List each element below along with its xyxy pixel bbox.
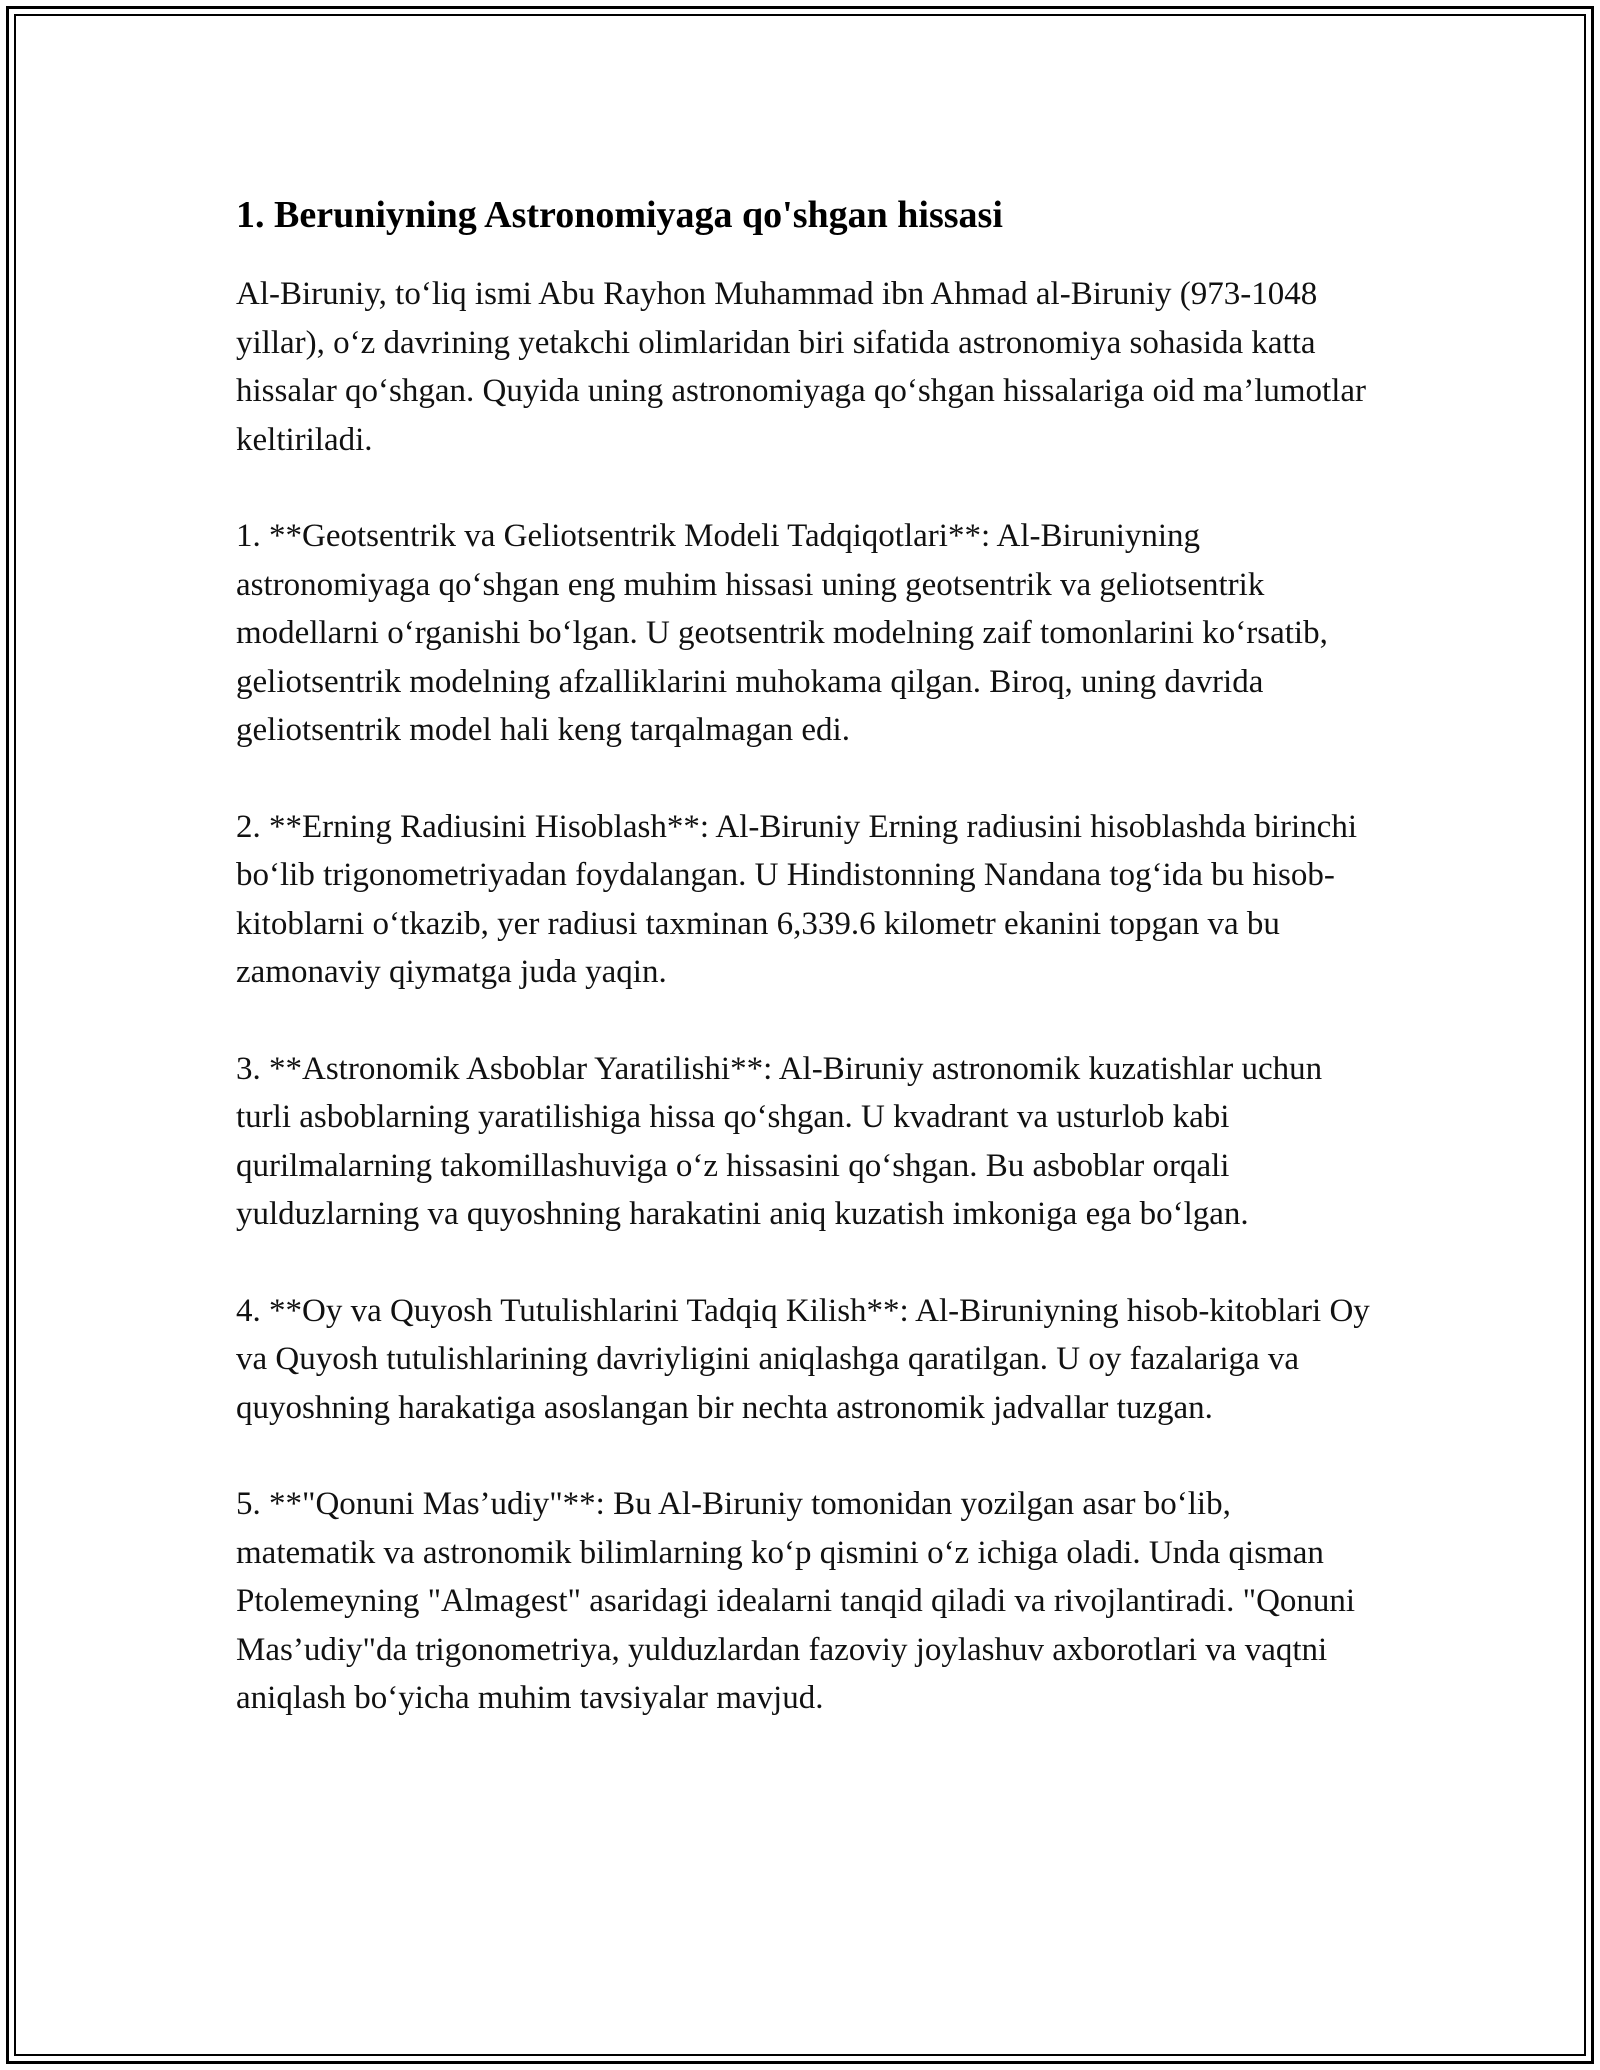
paragraph-astronomical-instruments: 3. **Astronomik Asboblar Yaratilishi**: Al-Biruniy astronomik kuzatishlar uchun turli asboblarning yaratilishiga hissa qo‘shgan. U kvadrant va usturlob kabi qurilmalarning takomillashuviga o‘z hissasini qo‘shgan. Bu asboblar orqali yulduzlarning va quyoshning harakatini aniq kuzatish imkoniga ega bo‘lgan.	[236, 1050, 1323, 1232]
paragraph-geocentric-heliocentric: 1. **Geotsentrik va Geliotsentrik Modeli Tadqiqotlari**: Al-Biruniyning astronomiyaga qo‘shgan eng muhim hissasi uning geotsentrik va geliotsentrik modellarni o‘rganishi bo‘lgan. U geotsentrik modelning zaif tomonlarini ko‘rsatib, geliotsentrik modelning afzalliklarini muhokama qilgan. Biroq, uning davrida geliotsentrik model hali keng tarqalmagan edi.	[236, 518, 1328, 748]
paragraph-earth-radius: 2. **Erning Radiusini Hisoblash**: Al-Biruniy Erning radiusini hisoblashda birinchi bo‘lib trigonometriyadan foydalangan. U Hindistonning Nandana tog‘ida bu hisob-kitoblarni o‘tkazib, yer radiusi taxminan 6,339.6 kilometr ekanini topgan va bu zamonaviy qiymatga juda yaqin.	[236, 808, 1358, 990]
intro-paragraph: Al-Biruniy, to‘liq ismi Abu Rayhon Muhammad ibn Ahmad al-Biruniy (973-1048 yillar), o‘z davrining yetakchi olimlaridan biri sifatida astronomiya sohasida katta hissalar qo‘shgan. Quyida uning astronomiyaga qo‘shgan hissalariga oid ma’lumotlar keltiriladi.	[236, 276, 1367, 458]
paragraph-qonuni-masudiy: 5. **"Qonuni Mas’udiy"**: Bu Al-Biruniy tomonidan yozilgan asar bo‘lib, matematik va astronomik bilimlarning ko‘p qismini o‘z ichiga oladi. Unda qisman Ptolemeyning "Almagest" asaridagi idealarni tanqid qiladi va rivojlantiradi. "Qonuni Mas’udiy"da trigonometriya, yulduzlardan fazoviy joylashuv axborotlari va vaqtni aniqlash bo‘yicha muhim tavsiyalar mavjud.	[236, 1486, 1356, 1716]
paragraph-eclipses: 4. **Oy va Quyosh Tutulishlarini Tadqiq Kilish**: Al-Biruniyning hisob-kitoblari Oy va Quyosh tutulishlarining davriyligini aniqlashga qaratilgan. U oy fazalariga va quyoshning harakatiga asoslangan bir nechta astronomik jadvallar tuzgan.	[236, 1292, 1370, 1426]
page-title: 1. Beruniyning Astronomiyaga qo'shgan hissasi	[236, 194, 1003, 236]
document-body	[236, 188, 1376, 1771]
